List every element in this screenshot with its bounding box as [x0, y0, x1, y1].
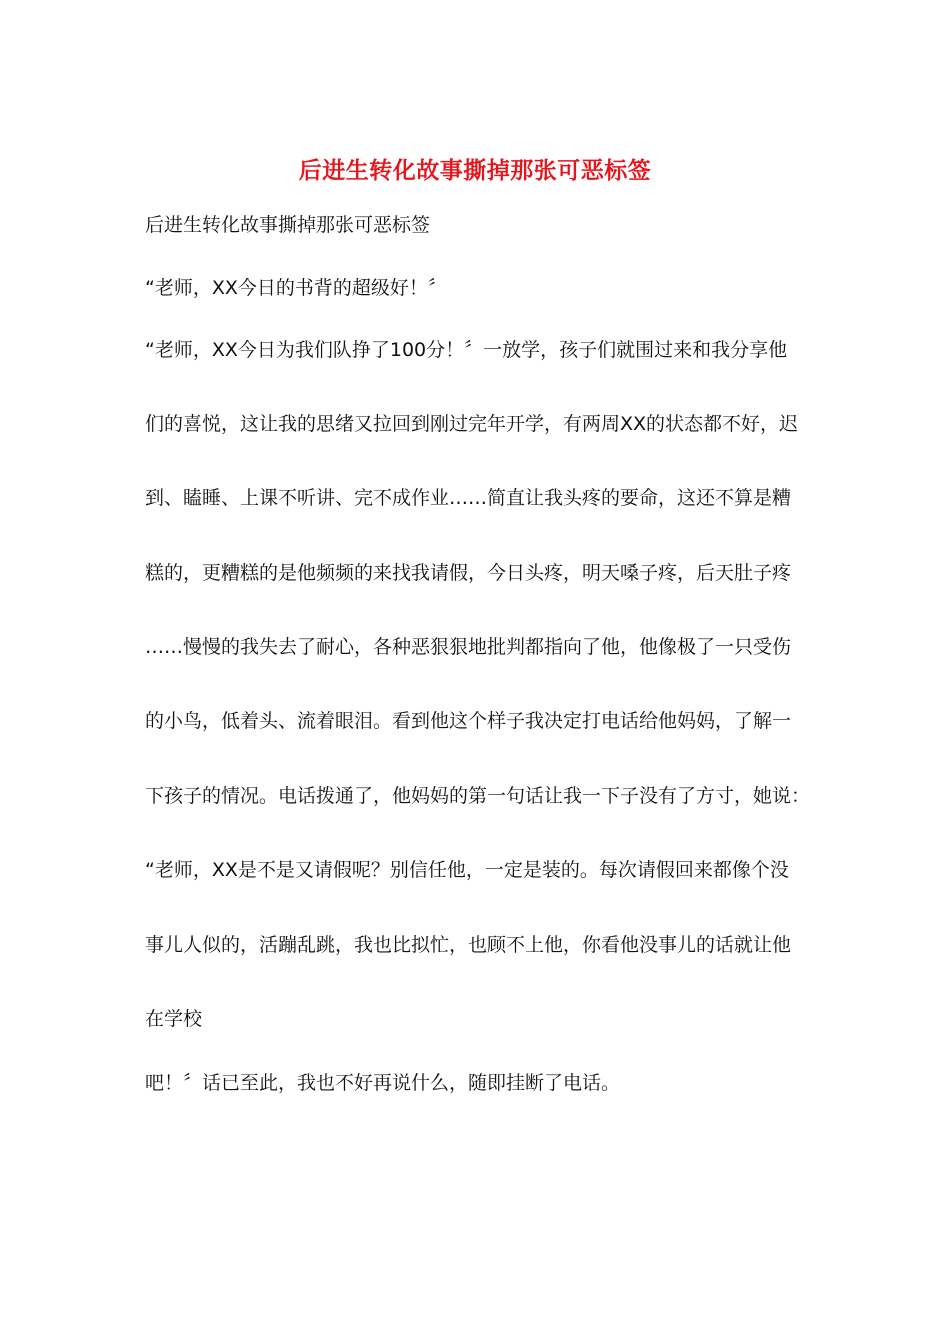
document-subtitle: 后进生转化故事撕掉那张可恶标签 [145, 214, 431, 236]
paragraph-line: 下孩子的情况。电话拨通了，他妈妈的第一句话让我一下子没有了方寸，她说： [145, 785, 811, 807]
paragraph-line: 到、瞌睡、上课不听讲、完不成作业……简直让我头疼的要命，这还不算是糟 [145, 487, 792, 509]
paragraph-line: 事儿人似的，活蹦乱跳，我也比拟忙，也顾不上他，你看他没事儿的话就让他 [145, 934, 792, 956]
paragraph-line: “老师，XX今日的书背的超级好！〞 [145, 277, 447, 299]
paragraph-line: 们的喜悦，这让我的思绪又拉回到刚过完年开学，有两周XX的状态都不好，迟 [145, 413, 799, 435]
paragraph-line: 吧！〞话已至此，我也不好再说什么，随即挂断了电话。 [145, 1072, 621, 1094]
paragraph-line: “老师，XX是不是又请假呢？别信任他，一定是装的。每次请假回来都像个没 [145, 859, 789, 881]
paragraph-line: ……慢慢的我失去了耐心，各种恶狠狠地批判都指向了他，他像极了一只受伤 [145, 636, 792, 658]
paragraph-line: “老师，XX今日为我们队挣了100分！〞一放学，孩子们就围过来和我分享他 [145, 339, 788, 361]
paragraph-line: 在学校 [145, 1008, 203, 1030]
paragraph-line: 糕的，更糟糕的是他频频的来找我请假，今日头疼，明天嗓子疼，后天肚子疼 [145, 562, 792, 584]
paragraph-line: 的小鸟，低着头、流着眼泪。看到他这个样子我决定打电话给他妈妈，了解一 [145, 710, 792, 732]
document-title: 后进生转化故事撕掉那张可恶标签 [298, 157, 652, 184]
